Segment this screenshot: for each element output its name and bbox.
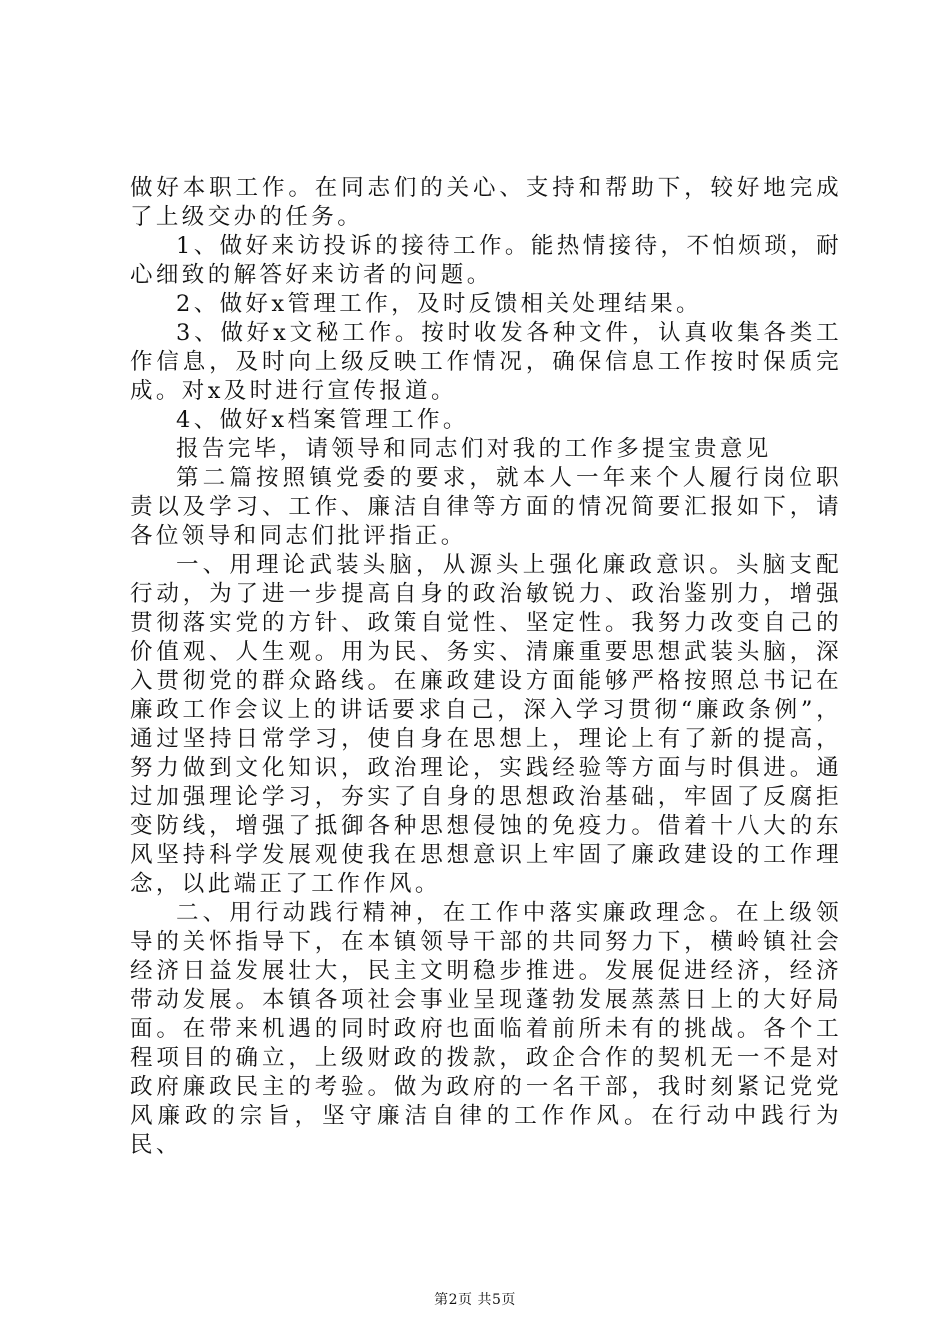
paragraph-9: 二、用行动践行精神，在工作中落实廉政理念。在上级领导的关怀指导下，在本镇领导干部的共同努力下，横岭镇社会经济日益发展壮大，民主文明稳步推进。发展促进经济，经济带动发展。本镇各项社会事业呈现蓬勃发展蒸蒸日上的大好局面。在带来机遇的同时政府也面临着前所未有的挑战。各个工程项目的确立，上级财政的拨款，政企合作的契机无一不是对政府廉政民主的考验。做为政府的一名干部，我时刻紧记党党风廉政的宗旨，坚守廉洁自律的工作作风。在行动中践行为民、 xyxy=(130,900,842,1158)
paragraph-3: 2、做好x管理工作，及时反馈相关处理结果。 xyxy=(176,291,702,317)
paragraph-2: 1、做好来访投诉的接待工作。能热情接待，不怕烦琐，耐心细致的解答好来访者的问题。 xyxy=(130,233,842,288)
paragraph-8: 一、用理论武装头脑，从源头上强化廉政意识。头脑支配行动，为了进一步提高自身的政治敏锐力、政治鉴别力，增强贯彻落实党的方针、政策自觉性、坚定性。我努力改变自己的价值观、人生观。用为民、务实、清廉重要思想武装头脑，深入贯彻党的群众路线。在廉政建设方面能够严格按照总书记在廉政工作会议上的讲话要求自己，深入学习贯彻“廉政条例”，通过坚持日常学习，使自身在思想上，理论上有了新的提高，努力做到文化知识，政治理论，实践经验等方面与时俱进。通过加强理论学习，夯实了自身的思想政治基础，牢固了反腐拒变防线，增强了抵御各种思想侵蚀的免疫力。借着十八大的东风坚持科学发展观使我在思想意识上牢固了廉政建设的工作理念，以此端正了工作作风。 xyxy=(130,552,842,897)
paragraph-5: 4、做好x档案管理工作。 xyxy=(176,407,469,433)
paragraph-4: 3、做好x文秘工作。按时收发各种文件，认真收集各类工作信息，及时向上级反映工作情况，确保信息工作按时保质完成。对x及时进行宣传报道。 xyxy=(130,320,842,404)
document-body xyxy=(130,174,842,1160)
page-number-footer: 第2页 共5页 xyxy=(434,1292,516,1308)
paragraph-1: 做好本职工作。在同志们的关心、支持和帮助下，较好地完成了上级交办的任务。 xyxy=(130,175,842,230)
paragraph-7: 第二篇按照镇党委的要求，就本人一年来个人履行岗位职责以及学习、工作、廉洁自律等方面的情况简要汇报如下，请各位领导和同志们批评指正。 xyxy=(130,465,842,549)
paragraph-6: 报告完毕，请领导和同志们对我的工作多提宝贵意见 xyxy=(176,436,772,462)
